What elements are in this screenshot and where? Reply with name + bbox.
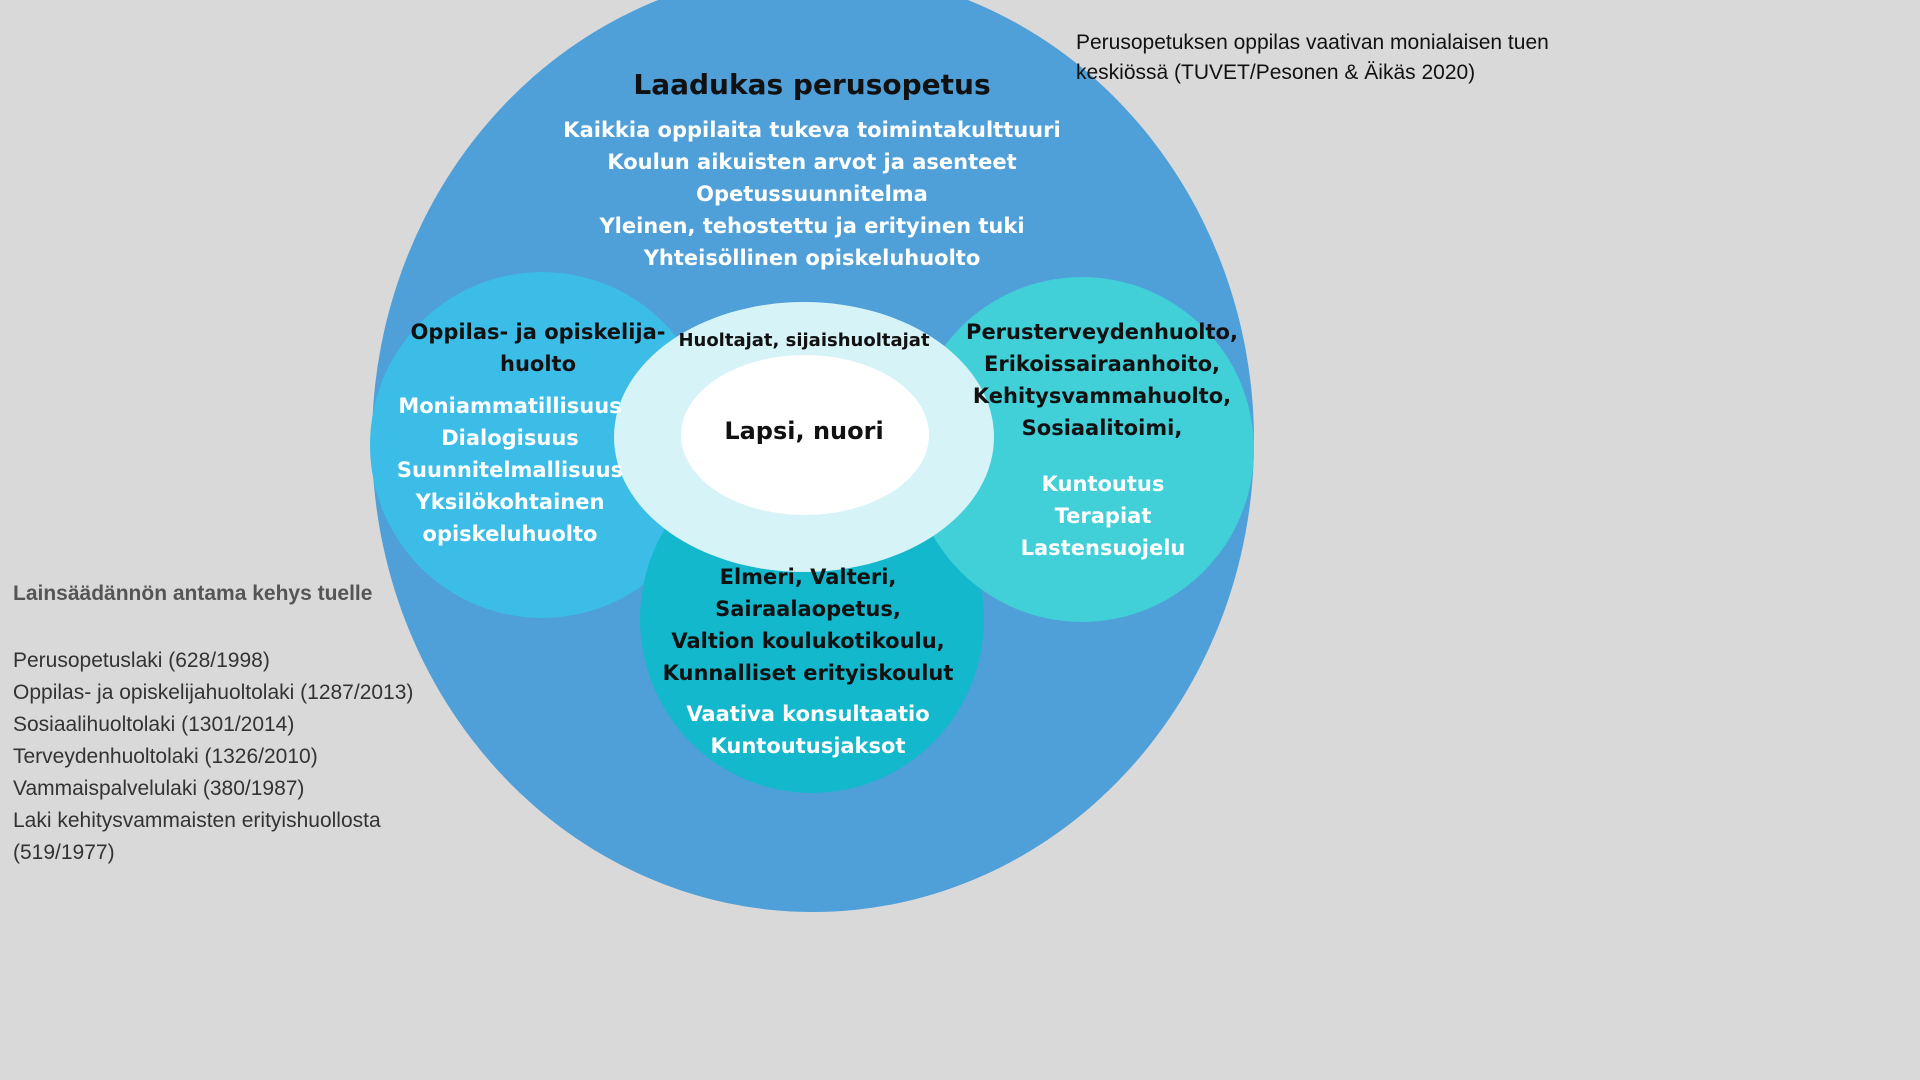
list-item: Moniammatillisuus xyxy=(398,394,622,418)
list-item: Kuntoutus xyxy=(1041,472,1165,496)
list-item: Koulun aikuisten arvot ja asenteet xyxy=(607,150,1017,174)
law-item: Oppilas- ja opiskelijahuoltolaki (1287/2013) xyxy=(13,681,414,704)
list-item: Opetussuunnitelma xyxy=(696,182,928,206)
student-welfare-list xyxy=(380,390,640,550)
laws-heading: Lainsäädännön antama kehys tuelle xyxy=(13,582,373,605)
list-item: Terapiat xyxy=(1054,504,1152,528)
title-line: Elmeri, Valteri, xyxy=(719,565,897,589)
law-item: Terveydenhuoltolaki (1326/2010) xyxy=(13,745,318,768)
student-welfare-title: Oppilas- ja opiskelija-huolto xyxy=(410,320,666,376)
title-line: Sosiaalitoimi, xyxy=(1021,416,1183,440)
list-item: Yhteisöllinen opiskeluhuolto xyxy=(643,246,981,270)
special-schools-title xyxy=(648,561,968,689)
laws-list xyxy=(13,645,473,869)
list-item: Lastensuojelu xyxy=(1020,536,1186,560)
special-schools-list xyxy=(658,698,958,762)
health-social-title xyxy=(962,316,1242,444)
law-item: Laki kehitysvammaisten erityishuollosta (519/1977) xyxy=(13,809,381,864)
list-item: Kuntoutusjaksot xyxy=(710,734,906,758)
title-line: Kunnalliset erityiskoulut xyxy=(662,661,954,685)
list-item: Yksilökohtainen xyxy=(415,490,605,514)
title-line: Kehitysvammahuolto, xyxy=(972,384,1232,408)
title-line: Valtion koulukotikoulu, xyxy=(671,629,945,653)
guardians-label: Huoltajat, sijaishuoltajat xyxy=(678,330,930,351)
list-item: Kaikkia oppilaita tukeva toimintakulttuuri xyxy=(563,118,1061,142)
law-item: Vammaispalvelulaki (380/1987) xyxy=(13,777,305,800)
list-item: Dialogisuus xyxy=(441,426,579,450)
list-item: Yleinen, tehostettu ja erityinen tuki xyxy=(599,214,1025,238)
law-item: Perusopetuslaki (628/1998) xyxy=(13,649,270,672)
child-label: Lapsi, nuori xyxy=(724,417,884,445)
list-item: Vaativa konsultaatio xyxy=(686,702,930,726)
quality-education-list xyxy=(512,114,1112,274)
title-line: Sairaalaopetus, xyxy=(715,597,901,621)
main-title: Laadukas perusopetus xyxy=(633,68,991,101)
diagram-caption: Perusopetuksen oppilas vaativan monialaisen tuen keskiössä (TUVET/Pesonen & Äikäs 2020) xyxy=(1076,31,1549,84)
list-item: Suunnitelmallisuus xyxy=(396,458,624,482)
list-item: opiskeluhuolto xyxy=(422,522,598,546)
law-item: Sosiaalihuoltolaki (1301/2014) xyxy=(13,713,295,736)
title-line: Perusterveydenhuolto, xyxy=(966,320,1238,344)
health-social-list xyxy=(973,468,1233,564)
title-line: Erikoissairaanhoito, xyxy=(984,352,1220,376)
